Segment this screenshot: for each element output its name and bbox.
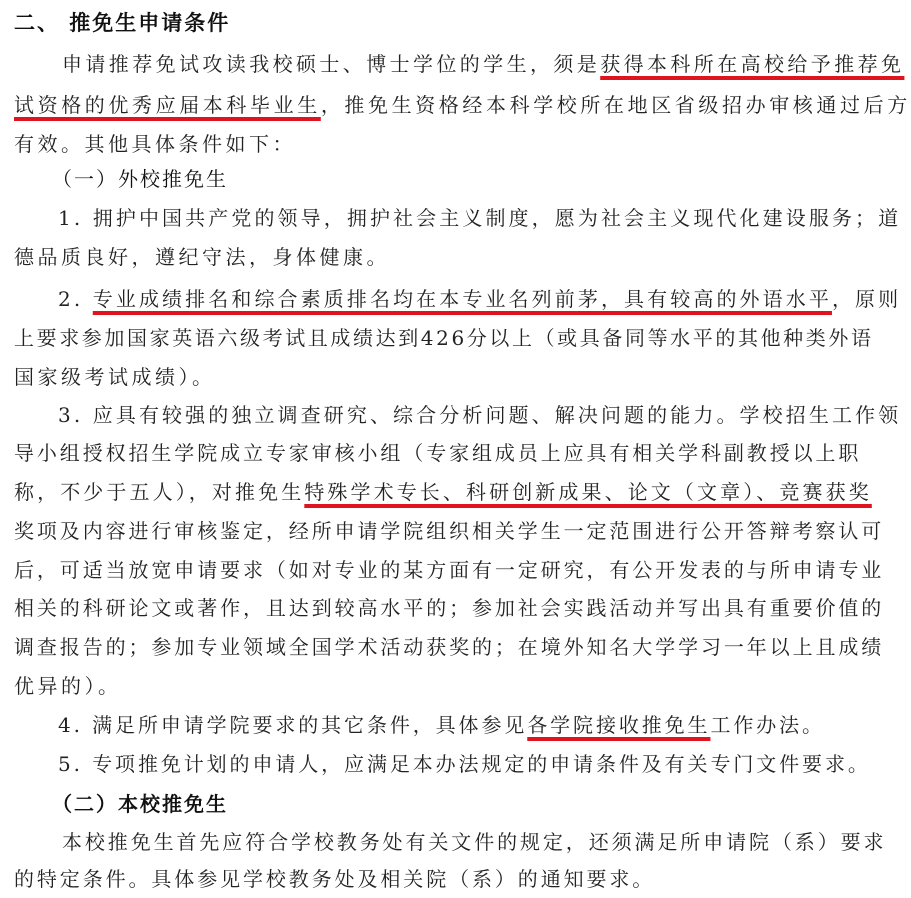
item4-line-1 xyxy=(58,706,851,744)
item3-text: 后，可适当放宽申请要求（如对专业的某方面有一定研究，有公开发表的与所申请专业 xyxy=(14,558,885,582)
item3-line-4 xyxy=(14,512,885,550)
section-heading-text: 二、 推免生申请条件 xyxy=(14,11,231,35)
item3-line-2 xyxy=(14,434,865,472)
item1-line-1 xyxy=(58,199,902,237)
section-heading xyxy=(14,4,865,42)
underlined-text: 获得本科所在高校给予推荐免 xyxy=(600,52,905,76)
item3-text: 相关的科研论文或著作，且达到较高水平的；参加社会实践活动并写出具有重要价值的 xyxy=(14,596,885,620)
item2-text: 上要求参加国家英语六级考试且成绩达到426分以上（或具备同等水平的其他种类外语 xyxy=(14,326,874,350)
intro-text: ，推免生资格经本科学校所在地区省级招办审核通过后方 xyxy=(320,93,911,117)
item1-text: 1. 拥护中国共产党的领导，拥护社会主义制度，愿为社会主义现代化建设服务；道 xyxy=(58,206,902,230)
item5-text: 5. 专项推免计划的申请人，应满足本办法规定的申请条件及有关专门文件要求。 xyxy=(58,752,871,776)
external-title xyxy=(52,160,903,198)
internal-title xyxy=(52,785,903,823)
item3-text: 3. 应具有较强的独立调查研究、综合分析问题、解决问题的能力。学校招生工作领 xyxy=(58,403,902,427)
internal-text: 本校推免生首先应符合学校教务处有关文件的规定，还须满足所申请院（系）要求 xyxy=(62,830,887,854)
item1-text: 德品质良好，遵纪守法，身体健康。 xyxy=(14,245,390,269)
intro-text: 申请推荐免试攻读我校硕士、博士学位的学生，须是 xyxy=(62,52,601,76)
item3-text: 调查报告的；参加专业领域全国学术活动获奖的；在境外知名大学学习一年以上且成绩 xyxy=(14,635,885,659)
item3-text: 优异的）。 xyxy=(14,674,122,698)
internal-line-1 xyxy=(62,823,887,861)
intro-line-1 xyxy=(62,45,905,83)
item3-line-5 xyxy=(14,551,885,589)
item3-text: 导小组授权招生学院成立专家审核小组（专家组成员上应具有相关学科副教授以上职 xyxy=(14,441,862,465)
item2-line-3 xyxy=(14,358,865,396)
item4-text: 工作办法。 xyxy=(710,713,825,737)
item2-line-2 xyxy=(14,319,874,357)
intro-line-2 xyxy=(14,86,911,124)
item3-text: 奖项及内容进行审核鉴定，经所申请学院组织相关学生一定范围进行公开答辩考察认可 xyxy=(14,519,885,543)
item1-line-2 xyxy=(14,238,865,276)
item3-line-6 xyxy=(14,589,885,627)
item4-text: 4. 满足所申请学院要求的其它条件，具体参见 xyxy=(58,713,528,737)
internal-line-2 xyxy=(14,860,865,898)
item3-line-3 xyxy=(14,473,872,511)
underlined-text: 专业成绩排名和综合素质排名均在本专业名列前茅，具有较高的外语水平 xyxy=(92,287,832,311)
item3-line-1 xyxy=(58,396,902,434)
item3-line-8 xyxy=(14,667,865,705)
item2-text: ，原则 xyxy=(831,287,902,311)
internal-title-text: （二）本校推免生 xyxy=(52,792,228,816)
external-title-text: （一）外校推免生 xyxy=(52,167,228,191)
underlined-text: 试资格的优秀应届本科毕业生 xyxy=(14,93,321,117)
item2-line-1 xyxy=(58,280,902,318)
underlined-text: 各学院接收推免生 xyxy=(527,713,711,737)
intro-line-3 xyxy=(14,125,865,163)
underlined-text: 特殊学术专长、科研创新成果、论文（文章）、竞赛获奖 xyxy=(304,480,872,504)
internal-text: 的特定条件。具体参见学校教务处及相关院（系）的通知要求。 xyxy=(14,867,656,891)
item5-line-1 xyxy=(58,745,871,783)
item3-text: 称，不少于五人），对推免生 xyxy=(14,480,305,504)
intro-text: 有效。其他具体条件如下： xyxy=(14,132,296,156)
item2-text: 2. xyxy=(58,287,93,311)
item2-text: 国家级考试成绩）。 xyxy=(14,365,216,389)
item3-line-7 xyxy=(14,628,885,666)
